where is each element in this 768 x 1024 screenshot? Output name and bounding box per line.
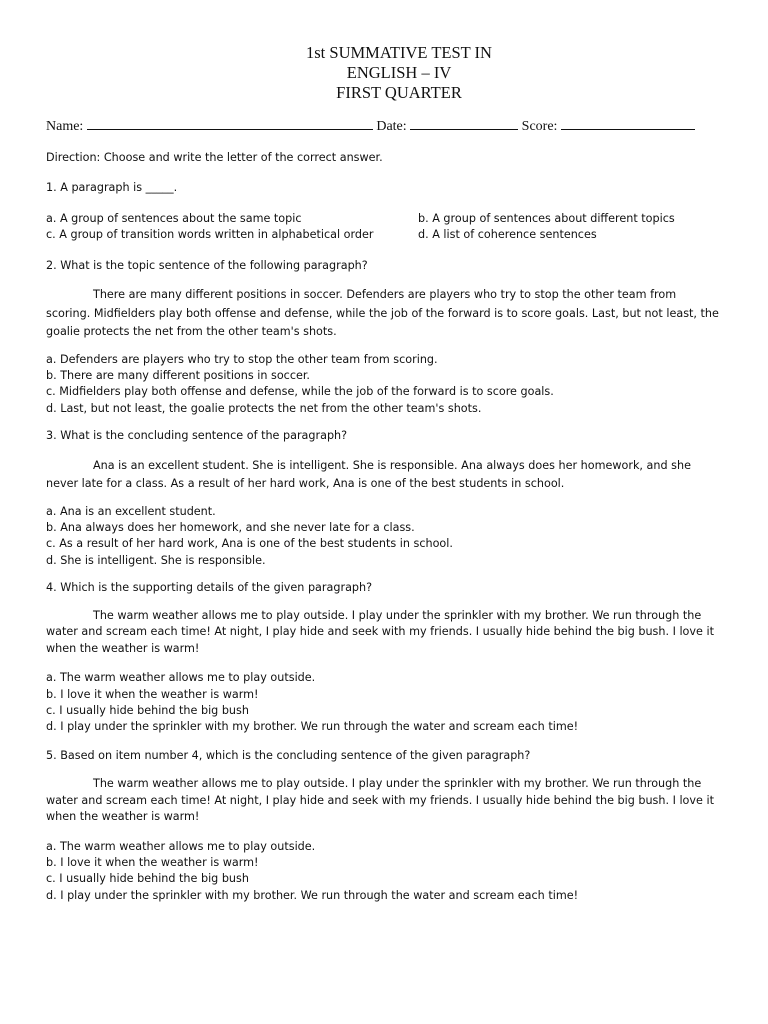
question-2-options xyxy=(46,352,722,418)
question-2-option-d: d. Last, but not least, the goalie protects the net from the other team's shots. xyxy=(46,401,482,415)
question-3-option-b: b. Ana always does her homework, and she never late for a class. xyxy=(46,520,415,534)
question-2: 2. What is the topic sentence of the following paragraph? xyxy=(46,258,368,272)
question-3-option-a: a. Ana is an excellent student. xyxy=(46,504,216,518)
question-3: 3. What is the concluding sentence of the paragraph? xyxy=(46,429,348,443)
question-5-option-c: c. I usually hide behind the big bush xyxy=(46,872,249,886)
question-5-option-b: b. I love it when the weather is warm! xyxy=(46,856,259,870)
question-2-option-c: c. Midfielders play both offense and defense, while the job of the forward is to score goals. xyxy=(46,385,554,399)
question-5-option-d: d. I play under the sprinkler with my brother. We run through the water and scream each time! xyxy=(46,888,579,902)
question-4-option-d: d. I play under the sprinkler with my brother. We run through the water and scream each time! xyxy=(46,720,579,734)
date-label: Date: xyxy=(376,119,407,134)
question-1: 1. A paragraph is _____. xyxy=(46,181,178,195)
question-1-option-b: b. A group of sentences about different topics xyxy=(418,211,675,225)
title-block xyxy=(76,0,722,103)
question-4: 4. Which is the supporting details of the given paragraph? xyxy=(46,581,373,595)
question-5-options xyxy=(46,839,722,905)
question-1-option-d: d. A list of coherence sentences xyxy=(418,228,597,242)
question-2-paragraph: There are many different positions in soccer. Defenders are players who try to stop the other team from scoring. Midfielders play both offense and defense, while the job of the forward is to score goals. Last, but not least, the goalie protects the net from the other team's shots. xyxy=(46,288,719,339)
question-3-options xyxy=(46,504,722,570)
question-5-option-a: a. The warm weather allows me to play outside. xyxy=(46,839,316,853)
title-line-3: FIRST QUARTER xyxy=(336,83,462,102)
name-label: Name: xyxy=(46,119,84,134)
question-2-option-a: a. Defenders are players who try to stop the other team from scoring. xyxy=(46,352,438,366)
student-info-line xyxy=(46,117,722,135)
question-5: 5. Based on item number 4, which is the concluding sentence of the given paragraph? xyxy=(46,748,531,762)
question-2-option-b: b. There are many different positions in soccer. xyxy=(46,368,310,382)
title-line-2: ENGLISH – IV xyxy=(346,63,452,82)
question-4-option-a: a. The warm weather allows me to play outside. xyxy=(46,671,316,685)
question-4-option-c: c. I usually hide behind the big bush xyxy=(46,703,249,717)
score-label: Score: xyxy=(521,119,558,134)
question-4-option-b: b. I love it when the weather is warm! xyxy=(46,687,259,701)
question-5-paragraph: The warm weather allows me to play outside. I play under the sprinkler with my brother. We run through the water and scream each time! At night, I play hide and seek with my friends. I usually hide behind the big bush. I love it when the weather is warm! xyxy=(46,777,714,824)
question-3-paragraph: Ana is an excellent student. She is intelligent. She is responsible. Ana always does her homework, and she never late for a class. As a result of her hard work, Ana is one of the best students in school. xyxy=(46,458,691,491)
date-blank[interactable] xyxy=(410,117,518,130)
score-blank[interactable] xyxy=(561,117,695,130)
title-line-1: 1st SUMMATIVE TEST IN xyxy=(306,43,492,62)
question-1-option-a: a. A group of sentences about the same topic xyxy=(46,211,302,225)
question-4-paragraph: The warm weather allows me to play outside. I play under the sprinkler with my brother. We run through the water and scream each time! At night, I play hide and seek with my friends. I usually hide behind the big bush. I love it when the weather is warm! xyxy=(46,608,714,655)
question-3-option-c: c. As a result of her hard work, Ana is one of the best students in school. xyxy=(46,537,453,551)
question-3-option-d: d. She is intelligent. She is responsible. xyxy=(46,553,266,567)
question-1-options xyxy=(46,211,722,244)
question-4-options xyxy=(46,670,722,736)
question-1-option-c: c. A group of transition words written in alphabetical order xyxy=(46,228,374,242)
direction-text: Direction: Choose and write the letter of the correct answer. xyxy=(46,151,383,164)
name-blank[interactable] xyxy=(87,117,373,130)
